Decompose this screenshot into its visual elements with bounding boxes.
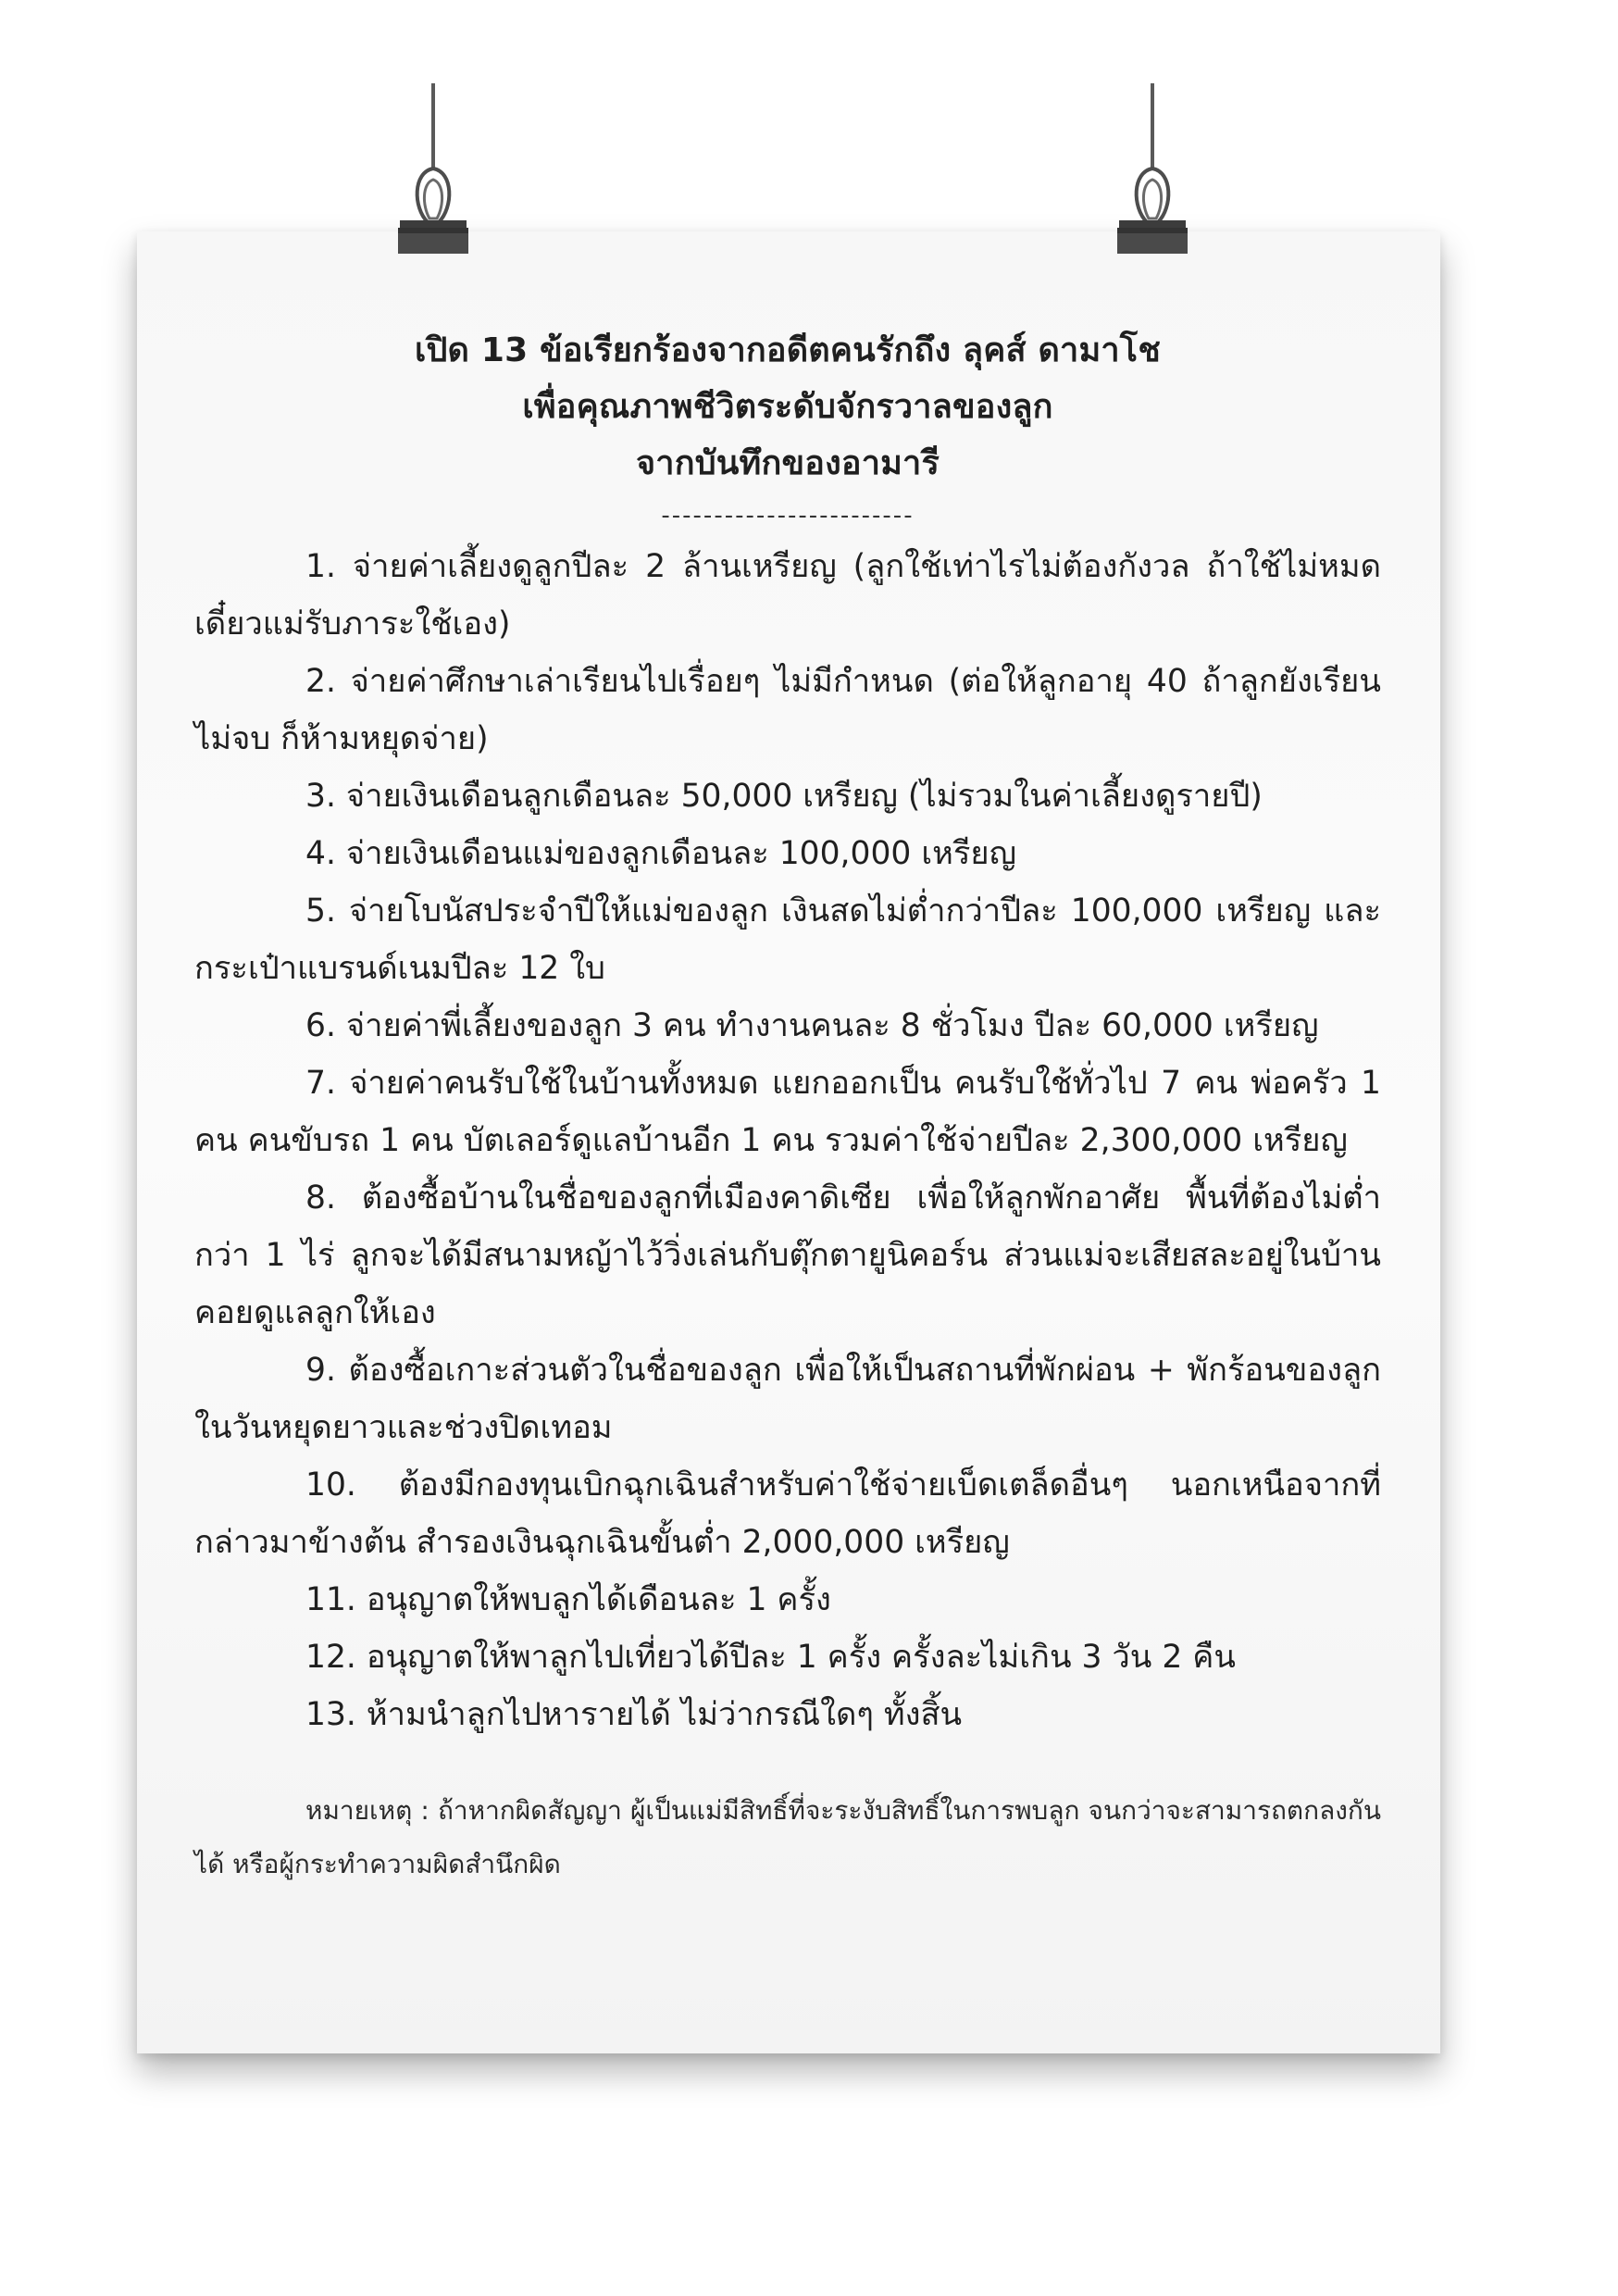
footnote: หมายเหตุ : ถ้าหากผิดสัญญา ผู้เป็นแม่มีสิทธิ์ที่จะระงับสิทธิ์ในการพบลูก จนกว่าจะสามารถตกลงกันได้ หรือผู้กระทำความผิดสำนึกผิด (194, 1795, 1381, 1879)
list-item: 10. ต้องมีกองทุนเบิกฉุกเฉินสำหรับค่าใช้จ่ายเบ็ดเตล็ดอื่นๆ นอกเหนือจากที่กล่าวมาข้างต้น สำรองเงินฉุกเฉินขั้นต่ำ 2,000,000 เหรียญ (194, 1466, 1381, 1561)
list-item: 1. จ่ายค่าเลี้ยงดูลูกปีละ 2 ล้านเหรียญ (ลูกใช้เท่าไรไม่ต้องกังวล ถ้าใช้ไม่หมด เดี๋ยวแม่รับภาระใช้เอง) (194, 548, 1381, 643)
list-item: 11. อนุญาตให้พบลูกได้เดือนละ 1 ครั้ง (305, 1581, 831, 1618)
binder-clip-left-icon (396, 83, 470, 255)
list-item: 2. จ่ายค่าศึกษาเล่าเรียนไปเรื่อยๆ ไม่มีกำหนด (ต่อให้ลูกอายุ 40 ถ้าลูกยังเรียนไม่จบ ก็ห้ามหยุดจ่าย) (194, 663, 1381, 757)
demands-list (194, 538, 1381, 1743)
poster-content (194, 322, 1381, 1891)
list-item: 12. อนุญาตให้พาลูกไปเที่ยวได้ปีละ 1 ครั้ง ครั้งละไม่เกิน 3 วัน 2 คืน (305, 1639, 1236, 1676)
title-line-1: เปิด 13 ข้อเรียกร้องจากอดีตคนรักถึง ลุคส์ ดามาโช (415, 331, 1161, 369)
list-item: 9. ต้องซื้อเกาะส่วนตัวในชื่อของลูก เพื่อให้เป็นสถานที่พักผ่อน + พักร้อนของลูกในวันหยุดยาวและช่วงปิดเทอม (194, 1352, 1381, 1446)
list-item: 7. จ่ายค่าคนรับใช้ในบ้านทั้งหมด แยกออกเป็น คนรับใช้ทั่วไป 7 คน พ่อครัว 1 คน คนขับรถ 1 คน บัตเลอร์ดูแลบ้านอีก 1 คน รวมค่าใช้จ่ายปีละ 2,300,000 เหรียญ (194, 1065, 1381, 1159)
document-title (194, 322, 1381, 492)
list-item: 5. จ่ายโบนัสประจำปีให้แม่ของลูก เงินสดไม่ต่ำกว่าปีละ 100,000 เหรียญ และกระเป๋าแบรนด์เนมปีละ 12 ใบ (194, 892, 1381, 987)
title-divider: ------------------------ (661, 502, 915, 530)
title-line-2: เพื่อคุณภาพชีวิตระดับจักรวาลของลูก (522, 388, 1053, 426)
binder-clip-right-icon (1115, 83, 1189, 255)
list-item: 8. ต้องซื้อบ้านในชื่อของลูกที่เมืองคาดิเซีย เพื่อให้ลูกพักอาศัย พื้นที่ต้องไม่ต่ำกว่า 1 ไร่ ลูกจะได้มีสนามหญ้าไว้วิ่งเล่นกับตุ๊กตายูนิคอร์น ส่วนแม่จะเสียสละอยู่ในบ้านคอยดูแลลูกให้เอง (194, 1179, 1381, 1331)
hanging-poster-sheet (137, 231, 1440, 2053)
title-line-3: จากบันทึกของอามารี (635, 444, 940, 482)
list-item: 13. ห้ามนำลูกไปหารายได้ ไม่ว่ากรณีใดๆ ทั้งสิ้น (305, 1696, 963, 1733)
list-item: 3. จ่ายเงินเดือนลูกเดือนละ 50,000 เหรียญ (ไม่รวมในค่าเลี้ยงดูรายปี) (305, 778, 1263, 815)
list-item: 4. จ่ายเงินเดือนแม่ของลูกเดือนละ 100,000 เหรียญ (305, 835, 1017, 872)
list-item: 6. จ่ายค่าพี่เลี้ยงของลูก 3 คน ทำงานคนละ 8 ชั่วโมง ปีละ 60,000 เหรียญ (305, 1007, 1319, 1044)
